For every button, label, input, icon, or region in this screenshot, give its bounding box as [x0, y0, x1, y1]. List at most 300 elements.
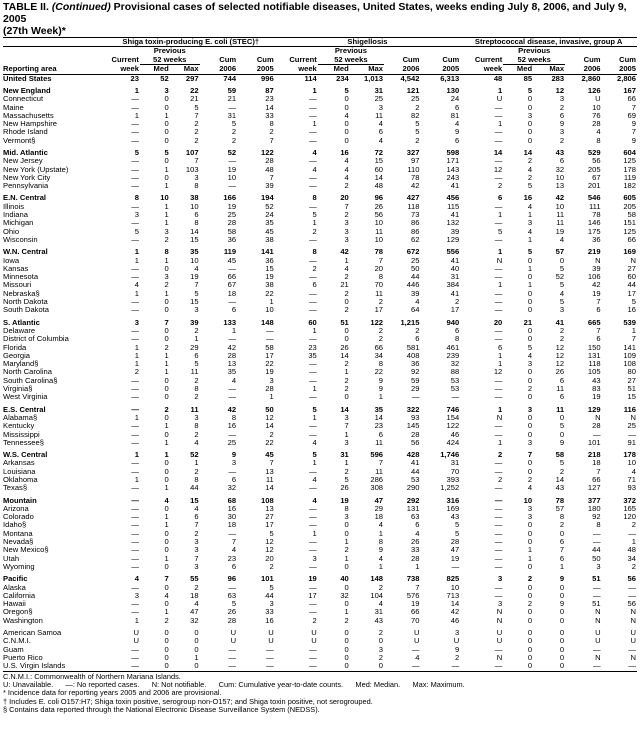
reporting-area: Indiana: [3, 211, 28, 220]
table-cell: 2: [164, 616, 169, 625]
table-cell: 28: [227, 219, 237, 228]
table-cell: 96: [227, 575, 237, 584]
table-cell: 0: [164, 459, 169, 468]
table-cell: 0: [527, 430, 533, 439]
table-cell: 109: [623, 351, 636, 360]
table-cell: 38: [265, 235, 274, 244]
table-cell: 2: [194, 326, 199, 335]
table-cell: 1,013: [364, 74, 384, 83]
table-cell: —: [237, 662, 275, 671]
table-cell: 9: [378, 385, 384, 394]
table-cell: —: [411, 645, 420, 654]
table-cell: 57: [555, 248, 565, 257]
table-cell: 8: [194, 182, 199, 191]
table-cell: 10: [450, 583, 460, 592]
table-cell: 3: [164, 227, 169, 236]
weeks52-label: 52 weeks: [503, 56, 565, 65]
table-cell: —: [494, 430, 503, 439]
table-cell: —: [309, 95, 317, 104]
table-cell: 2: [231, 128, 237, 137]
table-cell: 0: [164, 326, 169, 335]
table-cell: —: [228, 467, 237, 476]
reporting-area: California: [3, 591, 36, 600]
table-cell: 4: [559, 289, 565, 298]
table-cell: 11: [375, 227, 384, 236]
table-cell: —: [494, 136, 503, 145]
table-cell: —: [592, 430, 601, 439]
table-cell: 0: [164, 562, 169, 571]
table-cell: 6: [559, 111, 565, 120]
table-cell: 7: [596, 326, 601, 335]
current-label: Current: [111, 55, 139, 65]
table-cell: 26: [227, 608, 237, 617]
table-cell: —: [131, 306, 139, 315]
table-cell: 8: [378, 360, 384, 369]
table-cell: 1: [164, 422, 169, 431]
table-row: [3, 513, 637, 521]
reporting-area: Puerto Rico: [3, 653, 43, 662]
reporting-area: New Hampshire: [3, 120, 58, 129]
table-cell: 2: [527, 575, 533, 584]
table-cell: 19: [265, 368, 274, 377]
table-cell: —: [228, 393, 237, 402]
table-cell: 0: [527, 521, 533, 530]
table-cell: 377: [587, 496, 601, 505]
table-cell: 2: [631, 562, 636, 571]
table-cell: 2: [134, 368, 139, 377]
table-cell: 44: [592, 546, 601, 555]
table-cell: 5: [559, 264, 565, 273]
table-cell: 18: [592, 459, 601, 468]
table-cell: 4: [164, 496, 169, 505]
table-cell: 0: [164, 637, 169, 646]
max-label: Max: [368, 64, 384, 74]
table-cell: —: [228, 335, 237, 344]
table-cell: 81: [450, 111, 460, 120]
table-cell: 5: [269, 529, 274, 538]
table-cell: 5: [312, 211, 317, 220]
table-cell: 1: [312, 120, 317, 129]
table-cell: 28: [265, 157, 274, 166]
table-cell: —: [309, 128, 317, 137]
table-cell: 4: [378, 521, 384, 530]
table-row: [3, 393, 637, 401]
med-label: Med: [333, 64, 349, 74]
table-cell: 1: [164, 360, 169, 369]
table-cell: 12: [265, 538, 274, 547]
previous-label: Previous: [153, 46, 186, 56]
table-cell: 0: [527, 616, 533, 625]
table-cell: 88: [450, 368, 460, 377]
table-cell: 19: [555, 227, 565, 236]
table-cell: —: [494, 173, 503, 182]
table-cell: 56: [592, 157, 601, 166]
table-row: [3, 257, 637, 265]
table-cell: 243: [446, 173, 460, 182]
table-cell: 115: [447, 202, 460, 211]
table-cell: 0: [559, 629, 565, 638]
table-cell: 6: [454, 103, 460, 112]
reporting-area: Kansas: [3, 264, 29, 273]
reporting-area: Alaska: [3, 583, 26, 592]
table-cell: 0: [164, 467, 169, 476]
table-cell: 1: [164, 289, 169, 298]
table-cell: 8: [231, 413, 237, 422]
table-cell: 10: [265, 306, 274, 315]
reporting-area: Nevada§: [3, 538, 34, 547]
reporting-area: Washington: [3, 616, 43, 625]
table-cell: 0: [164, 629, 169, 638]
table-cell: 30: [227, 513, 237, 522]
table-cell: 26: [340, 343, 349, 352]
table-cell: 384: [446, 281, 460, 290]
table-cell: 19: [308, 575, 317, 584]
table-cell: 825: [446, 575, 460, 584]
table-cell: —: [494, 202, 503, 211]
table-cell: 1: [498, 211, 503, 220]
table-cell: 9: [631, 136, 636, 145]
table-cell: —: [131, 653, 139, 662]
table-cell: —: [131, 405, 139, 414]
table-cell: —: [494, 289, 503, 298]
table-cell: 35: [227, 368, 237, 377]
table-cell: 0: [344, 393, 349, 402]
table-cell: 70: [450, 467, 460, 476]
reporting-area: Maine: [3, 103, 24, 112]
table-cell: 145: [406, 422, 420, 431]
table-cell: —: [309, 289, 317, 298]
table-cell: 1: [134, 360, 139, 369]
table-cell: 0: [527, 393, 533, 402]
table-cell: 56: [627, 600, 636, 609]
table-cell: 67: [592, 173, 601, 182]
table-cell: 6: [454, 136, 460, 145]
table-cell: —: [131, 103, 139, 112]
med-label: Med: [516, 64, 533, 74]
table-cell: —: [494, 376, 503, 385]
reporting-area: E.N. Central: [3, 194, 47, 203]
table-cell: 6: [231, 562, 237, 571]
table-cell: 41: [450, 256, 460, 265]
table-cell: 17: [308, 591, 317, 600]
table-cell: 1: [134, 86, 139, 95]
reporting-area: Michigan: [3, 219, 34, 228]
table-cell: 10: [627, 459, 636, 468]
table-row: [3, 563, 637, 571]
reporting-area: New Mexico§: [3, 546, 49, 555]
table-cell: 6: [231, 306, 237, 315]
table-cell: 10: [190, 256, 199, 265]
table-cell: 175: [587, 227, 601, 236]
table-cell: 0: [194, 637, 199, 646]
table-cell: 4: [134, 575, 139, 584]
table-cell: 201: [587, 182, 601, 191]
table-cell: 3: [134, 211, 139, 220]
table-cell: 64: [411, 306, 420, 315]
table-cell: —: [309, 235, 317, 244]
table-cell: 0: [164, 538, 169, 547]
table-row: [3, 74, 637, 83]
table-cell: —: [309, 600, 317, 609]
table-row: [3, 377, 637, 385]
table-row: [3, 352, 637, 360]
reporting-area: W.S. Central: [3, 451, 48, 460]
table-cell: 4,542: [400, 74, 420, 83]
table-cell: 0: [344, 128, 349, 137]
table-cell: 8: [378, 538, 384, 547]
table-cell: 42: [555, 194, 565, 203]
table-cell: —: [131, 583, 139, 592]
table-cell: 76: [592, 111, 601, 120]
reporting-area: Pennsylvania: [3, 182, 49, 191]
cum-label: Cum: [583, 55, 601, 65]
table-cell: 0: [527, 256, 533, 265]
table-cell: —: [131, 120, 139, 129]
table-cell: 5: [231, 600, 237, 609]
table-cell: 68: [227, 496, 237, 505]
table-cell: 31: [374, 86, 384, 95]
table-cell: 28: [450, 538, 460, 547]
table-cell: 7: [596, 467, 601, 476]
table-cell: 14: [555, 475, 565, 484]
table-cell: —: [494, 157, 503, 166]
table-cell: 3: [344, 219, 349, 228]
table-cell: 5: [344, 86, 349, 95]
table-cell: 5: [312, 405, 317, 414]
table-cell: 2: [194, 430, 199, 439]
table-cell: 0: [164, 600, 169, 609]
table-cell: —: [592, 583, 601, 592]
table-cell: 604: [623, 149, 636, 157]
table-cell: 446: [406, 281, 420, 290]
week-label: week: [120, 64, 139, 74]
table-row: [3, 646, 637, 654]
table-cell: 11: [375, 289, 384, 298]
table-cell: 47: [190, 608, 199, 617]
table-cell: 0: [164, 430, 169, 439]
table-cell: —: [628, 591, 636, 600]
table-cell: 15: [190, 496, 199, 505]
table-row: [3, 137, 637, 145]
table-cell: 32: [227, 484, 237, 493]
table-cell: 9: [559, 438, 565, 447]
table-cell: 23: [227, 554, 237, 563]
table-cell: 1: [498, 281, 503, 290]
table-cell: —: [592, 645, 601, 654]
table-cell: 1: [559, 562, 565, 571]
table-cell: 4: [164, 591, 169, 600]
table-cell: —: [131, 219, 139, 228]
table-row: [3, 120, 637, 128]
table-cell: 8: [134, 194, 139, 203]
table-cell: 0: [527, 529, 533, 538]
table-row: [3, 422, 637, 430]
table-cell: 16: [523, 194, 533, 203]
table-cell: N: [630, 616, 636, 625]
table-cell: 10: [190, 202, 199, 211]
table-cell: 3: [527, 438, 533, 447]
table-cell: 0: [344, 583, 349, 592]
table-cell: 119: [623, 173, 636, 182]
table-cell: —: [309, 608, 317, 617]
table-cell: 0: [344, 637, 349, 646]
table-cell: U: [268, 629, 274, 638]
table-cell: N: [496, 616, 503, 625]
table-cell: 0: [559, 583, 565, 592]
reporting-area: Montana: [3, 529, 33, 538]
table-cell: 3: [344, 438, 349, 447]
table-cell: 0: [350, 662, 384, 671]
table-cell: 2: [344, 306, 349, 315]
table-cell: 2: [344, 467, 349, 476]
table-cell: 66: [227, 273, 237, 282]
reporting-area: Oklahoma: [3, 475, 38, 484]
table-row: [3, 344, 637, 352]
table-cell: N: [595, 616, 601, 625]
table-cell: 143: [446, 165, 460, 174]
table-cell: 7: [269, 173, 274, 182]
table-cell: 1: [164, 182, 169, 191]
table-cell: 130: [446, 86, 460, 95]
table-cell: 0: [344, 120, 349, 129]
table-cell: 2: [415, 103, 420, 112]
table-cell: —: [602, 662, 637, 671]
table-cell: —: [565, 662, 601, 671]
table-cell: 4: [378, 554, 384, 563]
table-cell: 2: [312, 616, 317, 625]
table-cell: 6: [194, 211, 199, 220]
reporting-area: Wyoming: [3, 562, 35, 571]
table-cell: 14: [374, 173, 384, 182]
table-cell: 2: [344, 385, 349, 394]
table-cell: 283: [551, 74, 565, 83]
table-cell: —: [592, 591, 601, 600]
table-cell: 1: [344, 608, 349, 617]
table-cell: 43: [374, 616, 384, 625]
table-cell: 14: [523, 149, 533, 157]
table-cell: 34: [627, 554, 636, 563]
table-cell: 171: [446, 157, 460, 166]
table-cell: 0: [164, 136, 169, 145]
table-cell: U: [496, 629, 503, 638]
table-cell: 60: [308, 318, 317, 327]
reporting-area: Arizona: [3, 504, 29, 513]
table-cell: 5: [527, 248, 533, 257]
table-cell: 91: [627, 438, 636, 447]
table-cell: 0: [164, 385, 169, 394]
table-cell: 17: [450, 306, 460, 315]
table-cell: 6: [559, 157, 565, 166]
table-cell: 2: [164, 235, 169, 244]
table-cell: 35: [374, 405, 384, 414]
table-cell: 0: [194, 645, 199, 654]
table-cell: 6: [378, 128, 384, 137]
table-cell: 0: [164, 264, 169, 273]
table-cell: 1: [378, 562, 384, 571]
table-cell: 9: [559, 600, 565, 609]
table-cell: 110: [407, 165, 420, 174]
table-cell: 96: [374, 194, 384, 203]
table-cell: 59: [411, 376, 420, 385]
table-cell: 6: [498, 343, 503, 352]
table-cell: 746: [446, 405, 460, 414]
table-cell: 22: [265, 289, 274, 298]
table-cell: 41: [450, 182, 460, 191]
table-row: [3, 385, 637, 393]
table-cell: 1: [164, 256, 169, 265]
table-cell: 0: [164, 173, 169, 182]
table-cell: 1,746: [440, 451, 460, 460]
table-cell: 36: [411, 360, 420, 369]
table-cell: 121: [406, 86, 420, 95]
table-cell: 126: [587, 86, 601, 95]
table-cell: —: [131, 645, 139, 654]
table-cell: 5: [194, 103, 199, 112]
table-cell: 53: [411, 475, 420, 484]
table-cell: 1: [164, 438, 169, 447]
table-cell: 26: [555, 368, 565, 377]
table-cell: 8: [269, 120, 274, 129]
table-cell: 5: [344, 475, 349, 484]
table-cell: 11: [190, 368, 199, 377]
table-cell: 1: [344, 256, 349, 265]
table-cell: 28: [411, 554, 420, 563]
table-cell: 92: [592, 513, 601, 522]
reporting-area: Pacific: [3, 575, 28, 584]
table-cell: —: [494, 521, 503, 530]
table-cell: 4: [378, 120, 384, 129]
table-cell: —: [131, 484, 139, 493]
table-cell: 6: [194, 513, 199, 522]
reporting-area: Missouri: [3, 281, 32, 290]
table-row: [3, 414, 637, 422]
table-cell: 60: [374, 165, 384, 174]
table-cell: 122: [446, 422, 460, 431]
table-cell: 169: [623, 248, 636, 257]
table-cell: 69: [627, 111, 636, 120]
year-2006-label: 2006: [402, 64, 420, 74]
reporting-area: Idaho§: [3, 521, 27, 530]
table-cell: 3: [498, 575, 503, 584]
table-cell: 2: [415, 136, 420, 145]
title-prefix: TABLE II.: [3, 1, 52, 13]
table-cell: 0: [344, 521, 349, 530]
table-cell: N: [496, 256, 503, 265]
table-cell: 12: [265, 546, 274, 555]
table-row: [3, 600, 637, 608]
table-cell: 0: [164, 653, 169, 662]
table-cell: —: [494, 298, 503, 307]
table-cell: 2: [559, 335, 565, 344]
table-cell: —: [131, 273, 139, 282]
table-cell: 0: [559, 256, 565, 265]
table-cell: 78: [555, 496, 565, 505]
table-cell: 9: [231, 451, 237, 460]
table-cell: 4: [194, 438, 199, 447]
table-cell: 1: [312, 413, 317, 422]
reporting-area: New Jersey: [3, 157, 43, 166]
table-cell: 16: [227, 504, 237, 513]
table-cell: 25: [411, 95, 420, 104]
table-cell: 9: [454, 128, 460, 137]
table-cell: 133: [223, 318, 237, 327]
table-cell: 3: [269, 600, 274, 609]
reporting-area: Rhode Island: [3, 128, 48, 137]
table-cell: 7: [269, 136, 274, 145]
table-cell: 48: [493, 74, 503, 83]
table-cell: 15: [627, 393, 636, 402]
table-cell: 5: [312, 451, 317, 460]
